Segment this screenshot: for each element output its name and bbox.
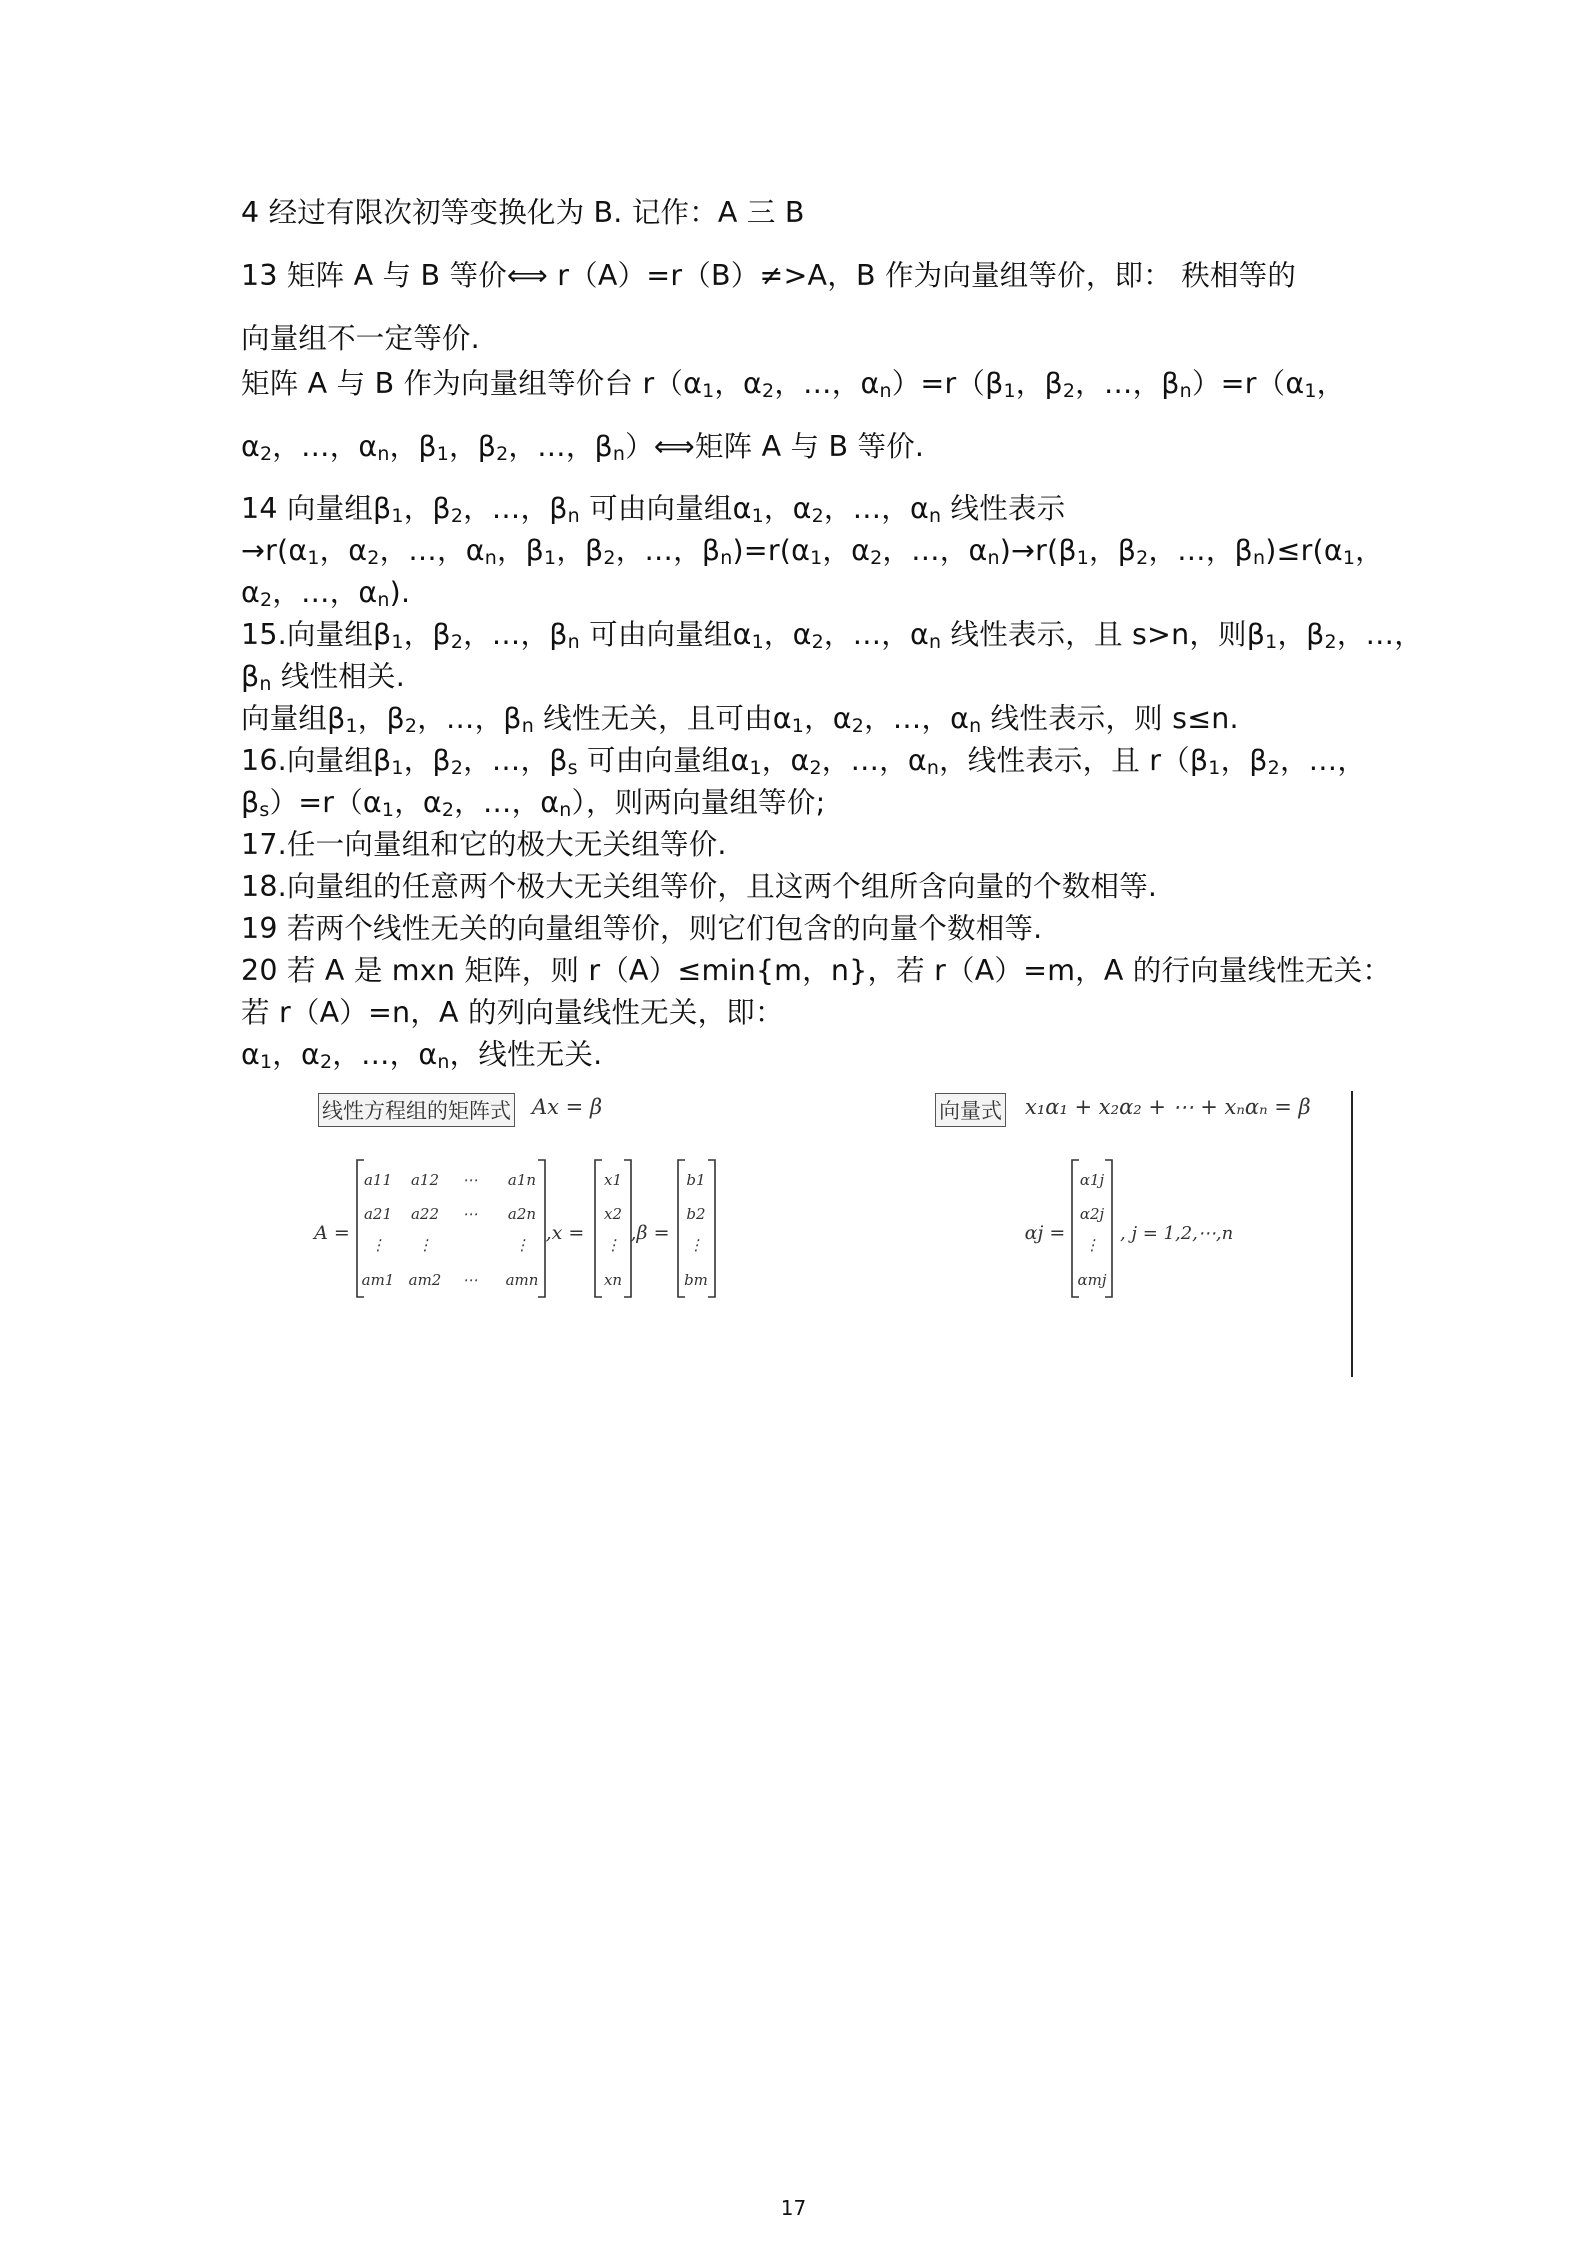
- text-line: 15.向量组$\beta_1$，$\beta_2$，…，$\beta_n$ 可由向量组$\alpha_1$，$\alpha_2$，…，$\alpha_n$ 线性表示，且 s>n，则$\beta_1$，$\beta_2$，…，: [241, 618, 1423, 653]
- matrix-A-entry: ⋮: [514, 1236, 530, 1254]
- page-number: 17: [780, 2196, 807, 2220]
- vector-b-name: ,β =: [630, 1222, 670, 1244]
- text-line: 17.任一向量组和它的极大无关组等价.: [241, 828, 727, 861]
- text-line: 20 若 A 是 mxn 矩阵，则 r（A）≤min{m，n}，若 r（A）=m，A 的行向量线性无关：: [241, 954, 1392, 987]
- matrix-A-entry: am1: [361, 1271, 395, 1289]
- vector-form-equation: x₁α₁ + x₂α₂ + ⋯ + xₙαₙ = β: [1025, 1095, 1311, 1119]
- text-line: 向量组$\beta_1$，$\beta_2$，…，$\beta_n$ 线性无关，且可由$\alpha_1$，$\alpha_2$，…，$\alpha_n$ 线性表示，则 s≤n.: [241, 702, 1239, 737]
- matrix-A-entry: a21: [363, 1205, 393, 1223]
- vector-b-entry: b2: [686, 1205, 706, 1223]
- vector-alpha-index: , j = 1,2,⋯,n: [1120, 1223, 1234, 1244]
- matrix-A-entry: ⋯: [462, 1271, 478, 1289]
- vector-b-right-bracket: [708, 1160, 715, 1297]
- vector-x-entry: x1: [603, 1171, 623, 1189]
- matrix-A-entry: amn: [505, 1271, 539, 1289]
- text-line: $\to r(\alpha_1$，$\alpha_2$，…，$\alpha_n$，$\beta_1$，$\beta_2$，…，$\beta_n)=r(\alpha_1$，$\alpha_2$，…，$\alpha_n)\to r(\beta_1$，$\beta_2$，…，$\beta_n)\le r(\alpha_1$，: [241, 534, 1384, 569]
- vertical-rule: [1351, 1091, 1353, 1377]
- vector-x-entry: x2: [603, 1205, 623, 1223]
- text-line: 19 若两个线性无关的向量组等价，则它们包含的向量个数相等.: [241, 912, 1043, 945]
- matrix-A-name: A =: [314, 1222, 350, 1244]
- vector-x-name: ,x =: [545, 1222, 585, 1244]
- vector-alpha-name: αj =: [1024, 1222, 1066, 1244]
- vector-form-label: 向量式: [935, 1093, 1006, 1127]
- text-line: 14 向量组$\beta_1$，$\beta_2$，…，$\beta_n$ 可由向量组$\alpha_1$，$\alpha_2$，…，$\alpha_n$ 线性表示: [241, 492, 1066, 527]
- matrix-A-right-bracket: [538, 1160, 545, 1297]
- matrix-equations-drawing: [310, 1090, 1360, 1380]
- vector-alpha-entry: α2j: [1079, 1205, 1105, 1223]
- text-line: 矩阵 A 与 B 作为向量组等价台 $r(\alpha_1$，$\alpha_2$，…，$\alpha_n)=r(\beta_1$，$\beta_2$，…，$\beta_n)=r(\alpha_1$，: [241, 367, 1346, 402]
- matrix-A-entry: ⋯: [462, 1205, 478, 1223]
- text-line: 若 r（A）=n，A 的列向量线性无关，即：: [241, 996, 784, 1029]
- text-line: 向量组不一定等价.: [241, 322, 480, 355]
- matrix-form-equation: Ax = β: [532, 1095, 603, 1119]
- vector-alpha-entry: αmj: [1077, 1271, 1107, 1289]
- vector-alpha-entry: ⋮: [1084, 1236, 1100, 1254]
- matrix-A-entry: a11: [363, 1171, 393, 1189]
- text-line: $\beta_n$ 线性相关.: [241, 660, 405, 695]
- text-line: 18.向量组的任意两个极大无关组等价，且这两个组所含向量的个数相等.: [241, 870, 1158, 903]
- text-line: $\alpha_2$，…，$\alpha_n$，$\beta_1$，$\beta_2$，…，$\beta_n)⟺$矩阵 A 与 B 等价.: [241, 430, 925, 465]
- matrix-A-entry: a12: [410, 1171, 440, 1189]
- text-line: $\alpha_2$，…，$\alpha_n$).: [241, 576, 411, 611]
- vector-b-entry: bm: [684, 1271, 708, 1289]
- matrix-figure: [310, 1090, 1360, 1380]
- text-line: $\alpha_1$，$\alpha_2$，…，$\alpha_n$，线性无关.: [241, 1038, 603, 1073]
- vector-b-entry: b1: [686, 1171, 706, 1189]
- matrix-A-entry: am2: [408, 1271, 442, 1289]
- matrix-form-label: 线性方程组的矩阵式: [318, 1093, 515, 1127]
- vector-b-entry: ⋮: [688, 1236, 704, 1254]
- text-line: $\beta_s)=r(\alpha_1$，$\alpha_2$，…，$\alpha_n$），则两向量组等价;: [241, 786, 826, 821]
- matrix-A-entry: ⋯: [462, 1171, 478, 1189]
- text-line: 16.向量组$\beta_1$，$\beta_2$，…，$\beta_s$ 可由向量组$\alpha_1$，$\alpha_2$，…，$\alpha_n$，线性表示，且 $r(\beta_1$，$\beta_2$，…，: [241, 744, 1367, 779]
- matrix-A-entry: ⋮: [417, 1236, 433, 1254]
- vector-alpha-entry: α1j: [1079, 1171, 1105, 1189]
- vector-x-entry: xn: [603, 1271, 623, 1289]
- matrix-A-entry: a2n: [507, 1205, 537, 1223]
- text-line: 4 经过有限次初等变换化为 B. 记作：A 三 B: [241, 196, 805, 229]
- matrix-A-entry: a22: [410, 1205, 440, 1223]
- matrix-A-entry: a1n: [507, 1171, 537, 1189]
- matrix-A-entry: ⋮: [370, 1236, 386, 1254]
- vector-x-entry: ⋮: [605, 1236, 621, 1254]
- vector-x-left-bracket: [595, 1160, 602, 1297]
- text-line: 13 矩阵 A 与 B 等价⟺ r（A）=r（B）≠>A，B 作为向量组等价，即： 秩相等的: [241, 259, 1297, 292]
